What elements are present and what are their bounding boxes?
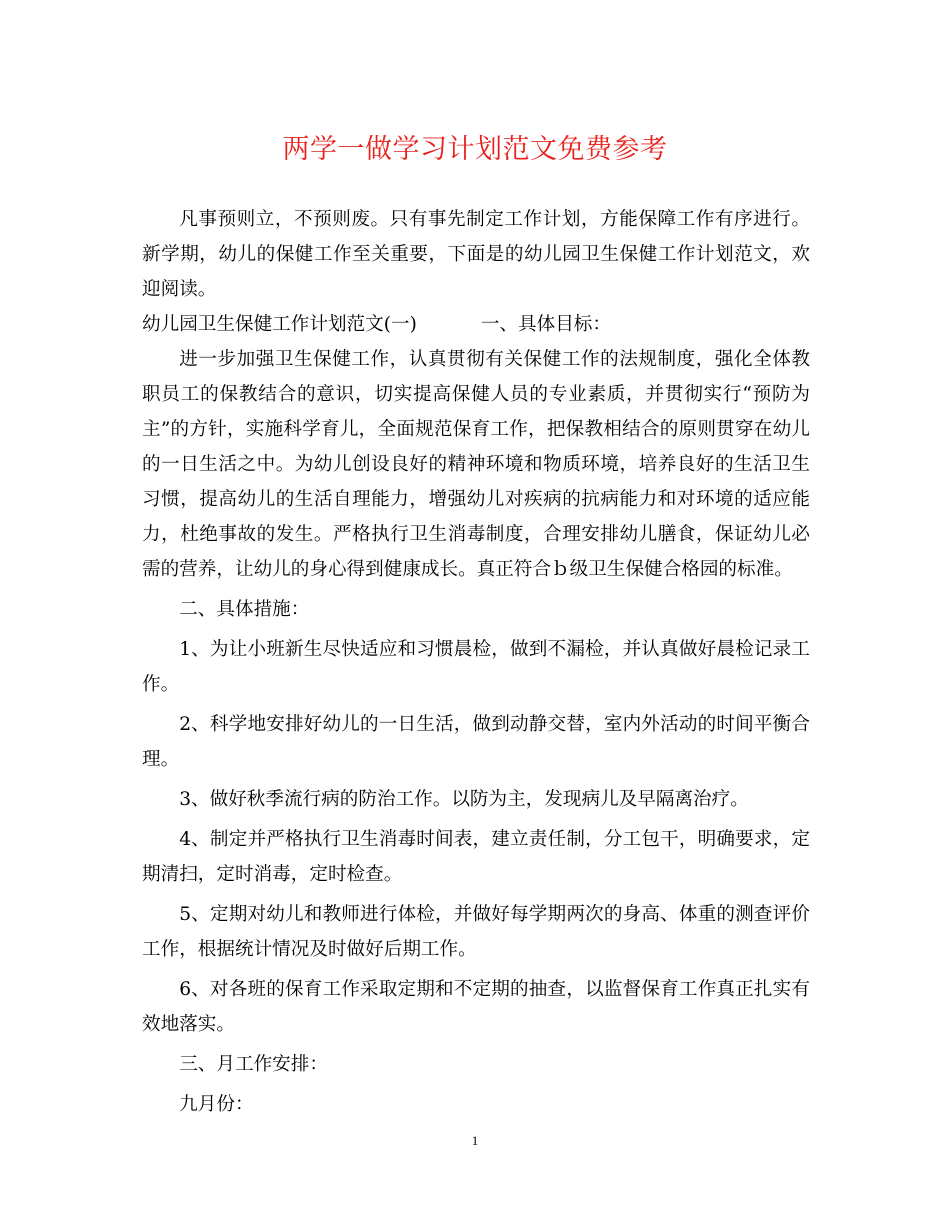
plan-subheading: 幼儿园卫生保健工作计划范文(一) [142, 314, 417, 335]
measure-item-3: 3、做好秋季流行病的防治工作。以防为主，发现病儿及早隔离治疗。 [179, 789, 749, 810]
measure-item-1: 1、为让小班新生尽快适应和习惯晨检，做到不漏检，并认真做好晨检记录工作。 [142, 639, 810, 695]
goals-paragraph: 进一步加强卫生保健工作，认真贯彻有关保健工作的法规制度，强化全体教职员工的保教结合的意识，切实提高保健人员的专业素质，并贯彻实行“预防为主”的方针，实施科学育儿，全面规范保育工作，把保教相结合的原则贯穿在幼儿的一日生活之中。为幼儿创设良好的精神环境和物质环境，培养良好的生活卫生习惯，提高幼儿的生活自理能力，增强幼儿对疾病的抗病能力和对环境的适应能力，杜绝事故的发生。严格执行卫生消毒制度，合理安排幼儿膳食，保证幼儿必需的营养，让幼儿的身心得到健康成长。真正符合ｂ级卫生保健合格园的标准。 [142, 349, 810, 580]
measure-item-6: 6、对各班的保育工作采取定期和不定期的抽查，以监督保育工作真正扎实有效地落实。 [142, 979, 810, 1035]
intro-paragraph: 凡事预则立，不预则废。只有事先制定工作计划，方能保障工作有序进行。新学期，幼儿的保健工作至关重要，下面是的幼儿园卫生保健工作计划范文，欢迎阅读。 [142, 209, 810, 300]
document-body [142, 202, 810, 1122]
measure-item-5: 5、定期对幼儿和教师进行体检，并做好每学期两次的身高、体重的测查评价工作，根据统计情况及时做好后期工作。 [142, 904, 810, 960]
goals-heading: 一、具体目标： [480, 314, 611, 335]
measures-heading: 二、具体措施： [179, 599, 310, 620]
page-number: 1 [471, 1133, 479, 1148]
monthly-heading: 三、月工作安排： [179, 1054, 328, 1075]
subheading-line [142, 307, 810, 342]
month-label: 九月份： [179, 1094, 254, 1115]
measure-item-2: 2、科学地安排好幼儿的一日生活，做到动静交替，室内外活动的时间平衡合理。 [142, 714, 810, 770]
measure-item-4: 4、制定并严格执行卫生消毒时间表，建立责任制，分工包干，明确要求，定期清扫，定时消毒，定时检查。 [142, 829, 810, 885]
document-title: 两学一做学习计划范文免费参考 [282, 134, 668, 165]
